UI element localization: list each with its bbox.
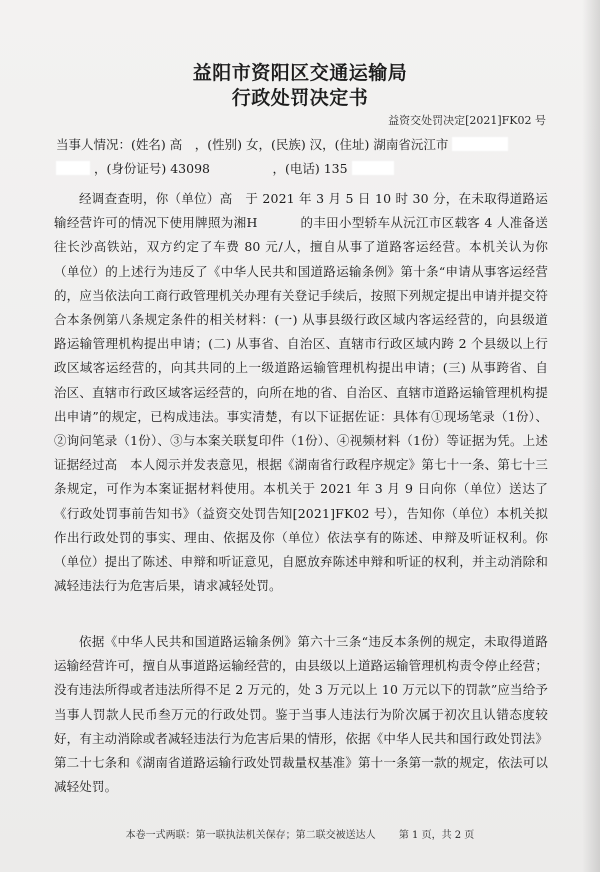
document-number: 益资交处罚决定[2021]FK02 号 xyxy=(388,114,546,127)
page-footer xyxy=(0,826,600,841)
investigation-paragraph: 经调查查明，你（单位）高 于 2021 年 3 月 5 日 10 时 30 分，在未取得道路运输经营许可的情况下使用牌照为湘H 的丰田小型轿车从沅江市区载客 4 人准备送往长沙高铁站，双方约定了车费 80 元/人，擅自从事了道路客运经营。本机关认为你（单位）的上述行为违反了《中华人民共和国道路运输条例》第十条“申请从事客运经营的，应当依法向工商行政管理机关办理有关登记手续后，按照下列规定提出申请并提交符合本条例第八条规定条件的相关材料：(一) 从事县级行政区域内客运经营的，向县级道路运输管理机构提出申请；(二) 从事省、自治区、直辖市行政区域内跨 2 个县级以上行政区域客运经营的，向其共同的上一级道路运输管理机构提出申请；(三) 从事跨省、自治区、直辖市行政区域客运经营的，向所在地的省、自治区、直辖市道路运输管理机构提出申请”的规定，已构成违法。事实清楚，有以下证据佐证：具体有①现场笔录（1份）、②询问笔录（1份）、③与本案关联复印件（1份）、④视频材料（1份）等证据为凭。上述证据经过高 本人阅示并发表意见，根据《湖南省行政程序规定》第七十一条、第七十三条规定，可作为本案证据材料使用。本机关于 2021 年 3 月 9 日向你（单位）送达了《行政处罚事前告知书》（益资交处罚告知[2021]FK02 号），告知你（单位）本机关拟作出行政处罚的事实、理由、依据及你（单位）依法享有的陈述、申辩及听证权利。你（单位）提出了陈述、申辩和听证意见，自愿放弃陈述申辩和听证的权利，并主动消除和减轻违法行为危害后果，请求减轻处罚。 xyxy=(54,191,548,594)
footer-copy-note: 本卷一式两联：第一联执法机关保存；第二联交被送达人 xyxy=(125,830,376,841)
party-info-text-1: 当事人情况：(姓名) 高 ，(性别) 女，(民族) 汉，(住址) 湖南省沅江市 xyxy=(56,137,449,152)
footer-page-number: 第 1 页，共 2 页 xyxy=(398,830,475,841)
redaction-mark xyxy=(452,137,508,151)
party-info-line-1 xyxy=(56,136,548,154)
party-info-line-2 xyxy=(56,160,548,178)
redaction-mark xyxy=(352,161,394,175)
party-info-text-2: ，(身份证号) 43098 ，(电话) 135 xyxy=(93,161,348,176)
legal-basis-paragraph: 依据《中华人民共和国道路运输条例》第六十三条“违反本条例的规定，未取得道路运输经营许可，擅自从事道路运输经营的，由县级以上道路运输管理机构责令停止经营；没有违法所得或者违法所得不足 2 万元的，处 3 万元以上 10 万元以下的罚款”应当给予当事人罚款人民币叁万元的行政处罚。鉴于当事人违法行为阶次属于初次且认错态度较好，有主动消除或者减轻违法行为危害后果的情形，依据《中华人民共和国行政处罚法》第二十七条和《湖南省道路运输行政处罚裁量权基准》第十一条第一款的规定，依法可以减轻处罚。 xyxy=(54,634,548,795)
document-title: 行政处罚决定书 xyxy=(231,87,369,109)
edge-shadow xyxy=(582,0,600,872)
redaction-mark xyxy=(56,161,90,175)
issuer-title: 益阳市资阳区交通运输局 xyxy=(192,62,408,84)
